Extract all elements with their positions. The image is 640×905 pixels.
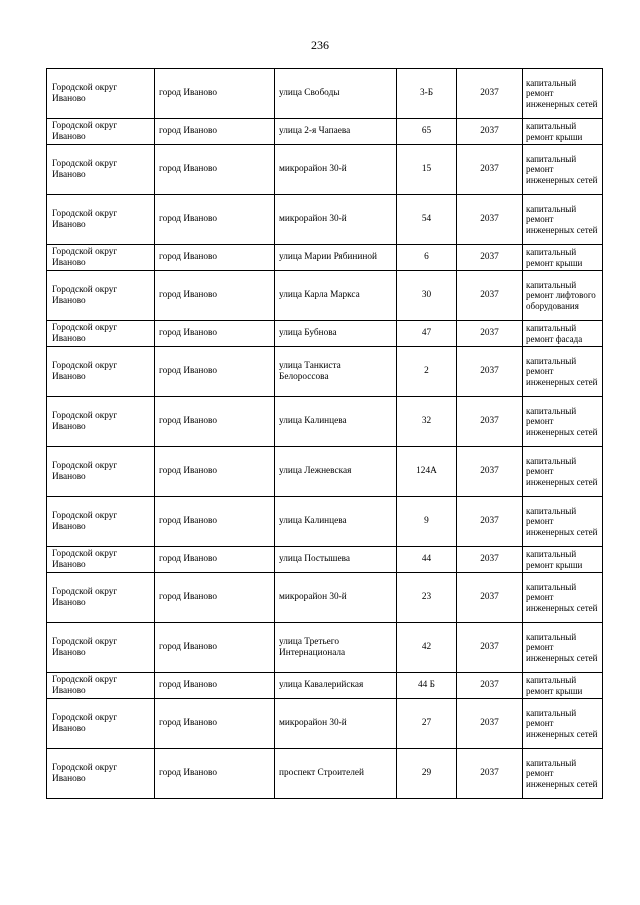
table-row	[47, 573, 603, 623]
table-row	[47, 119, 603, 145]
table-row	[47, 145, 603, 195]
cell-work: капитальный ремонт инженерных сетей	[523, 145, 603, 195]
cell-street: микрорайон 30-й	[275, 573, 397, 623]
table-row	[47, 547, 603, 573]
cell-settlement: город Иваново	[155, 699, 275, 749]
repair-schedule-table	[46, 68, 603, 799]
cell-year: 2037	[457, 245, 523, 271]
cell-work: капитальный ремонт инженерных сетей	[523, 447, 603, 497]
cell-house: 44 Б	[397, 673, 457, 699]
cell-street: улица Калинцева	[275, 397, 397, 447]
cell-street: микрорайон 30-й	[275, 145, 397, 195]
cell-municipality: Городской округ Иваново	[47, 397, 155, 447]
cell-year: 2037	[457, 119, 523, 145]
cell-municipality: Городской округ Иваново	[47, 321, 155, 347]
cell-street: улица Бубнова	[275, 321, 397, 347]
table-row	[47, 321, 603, 347]
cell-work: капитальный ремонт инженерных сетей	[523, 195, 603, 245]
cell-work: капитальный ремонт лифтового оборудования	[523, 271, 603, 321]
table-row	[47, 347, 603, 397]
cell-settlement: город Иваново	[155, 447, 275, 497]
cell-street: улица 2-я Чапаева	[275, 119, 397, 145]
cell-year: 2037	[457, 145, 523, 195]
page-number: 236	[311, 38, 329, 52]
cell-street: улица Марии Рябининой	[275, 245, 397, 271]
cell-year: 2037	[457, 321, 523, 347]
cell-house: 124А	[397, 447, 457, 497]
cell-settlement: город Иваново	[155, 673, 275, 699]
cell-street: улица Третьего Интернационала	[275, 623, 397, 673]
table-row	[47, 245, 603, 271]
cell-house: 44	[397, 547, 457, 573]
table-row	[47, 623, 603, 673]
cell-street: микрорайон 30-й	[275, 195, 397, 245]
cell-house: 15	[397, 145, 457, 195]
table-row	[47, 699, 603, 749]
cell-house: 29	[397, 749, 457, 799]
cell-work: капитальный ремонт инженерных сетей	[523, 699, 603, 749]
cell-municipality: Городской округ Иваново	[47, 547, 155, 573]
cell-settlement: город Иваново	[155, 69, 275, 119]
table-row	[47, 673, 603, 699]
cell-municipality: Городской округ Иваново	[47, 447, 155, 497]
cell-municipality: Городской округ Иваново	[47, 623, 155, 673]
cell-settlement: город Иваново	[155, 397, 275, 447]
cell-settlement: город Иваново	[155, 245, 275, 271]
table-row	[47, 447, 603, 497]
cell-year: 2037	[457, 623, 523, 673]
cell-settlement: город Иваново	[155, 271, 275, 321]
cell-settlement: город Иваново	[155, 749, 275, 799]
cell-house: 30	[397, 271, 457, 321]
cell-municipality: Городской округ Иваново	[47, 497, 155, 547]
cell-house: 6	[397, 245, 457, 271]
cell-settlement: город Иваново	[155, 573, 275, 623]
cell-street: улица Танкиста Белороссова	[275, 347, 397, 397]
cell-work: капитальный ремонт крыши	[523, 119, 603, 145]
cell-settlement: город Иваново	[155, 321, 275, 347]
cell-work: капитальный ремонт инженерных сетей	[523, 69, 603, 119]
cell-work: капитальный ремонт инженерных сетей	[523, 749, 603, 799]
cell-street: проспект Строителей	[275, 749, 397, 799]
cell-year: 2037	[457, 271, 523, 321]
cell-work: капитальный ремонт инженерных сетей	[523, 497, 603, 547]
cell-year: 2037	[457, 347, 523, 397]
cell-municipality: Городской округ Иваново	[47, 699, 155, 749]
table-row	[47, 69, 603, 119]
cell-municipality: Городской округ Иваново	[47, 69, 155, 119]
cell-year: 2037	[457, 195, 523, 245]
cell-settlement: город Иваново	[155, 497, 275, 547]
cell-settlement: город Иваново	[155, 119, 275, 145]
cell-year: 2037	[457, 699, 523, 749]
cell-settlement: город Иваново	[155, 145, 275, 195]
cell-work: капитальный ремонт инженерных сетей	[523, 623, 603, 673]
cell-settlement: город Иваново	[155, 623, 275, 673]
cell-house: 27	[397, 699, 457, 749]
cell-year: 2037	[457, 673, 523, 699]
cell-work: капитальный ремонт крыши	[523, 245, 603, 271]
cell-year: 2037	[457, 447, 523, 497]
cell-street: микрорайон 30-й	[275, 699, 397, 749]
cell-municipality: Городской округ Иваново	[47, 573, 155, 623]
table-row	[47, 497, 603, 547]
cell-house: 9	[397, 497, 457, 547]
table-row	[47, 749, 603, 799]
table-row	[47, 397, 603, 447]
cell-municipality: Городской округ Иваново	[47, 245, 155, 271]
cell-house: 23	[397, 573, 457, 623]
cell-house: 65	[397, 119, 457, 145]
cell-street: улица Карла Маркса	[275, 271, 397, 321]
cell-year: 2037	[457, 397, 523, 447]
cell-municipality: Городской округ Иваново	[47, 749, 155, 799]
table-row	[47, 195, 603, 245]
cell-work: капитальный ремонт инженерных сетей	[523, 397, 603, 447]
cell-municipality: Городской округ Иваново	[47, 673, 155, 699]
cell-house: 2	[397, 347, 457, 397]
cell-work: капитальный ремонт фасада	[523, 321, 603, 347]
table-body	[47, 69, 603, 799]
cell-settlement: город Иваново	[155, 347, 275, 397]
cell-year: 2037	[457, 497, 523, 547]
cell-house: 32	[397, 397, 457, 447]
cell-year: 2037	[457, 547, 523, 573]
cell-street: улица Лежневская	[275, 447, 397, 497]
cell-year: 2037	[457, 69, 523, 119]
cell-house: 47	[397, 321, 457, 347]
cell-house: 54	[397, 195, 457, 245]
cell-street: улица Кавалерийская	[275, 673, 397, 699]
cell-house: 3-Б	[397, 69, 457, 119]
cell-street: улица Калинцева	[275, 497, 397, 547]
cell-year: 2037	[457, 573, 523, 623]
cell-municipality: Городской округ Иваново	[47, 347, 155, 397]
cell-municipality: Городской округ Иваново	[47, 145, 155, 195]
cell-municipality: Городской округ Иваново	[47, 271, 155, 321]
cell-work: капитальный ремонт крыши	[523, 673, 603, 699]
cell-work: капитальный ремонт инженерных сетей	[523, 347, 603, 397]
cell-settlement: город Иваново	[155, 547, 275, 573]
cell-year: 2037	[457, 749, 523, 799]
cell-street: улица Постышева	[275, 547, 397, 573]
table-row	[47, 271, 603, 321]
cell-work: капитальный ремонт инженерных сетей	[523, 573, 603, 623]
cell-house: 42	[397, 623, 457, 673]
cell-settlement: город Иваново	[155, 195, 275, 245]
cell-work: капитальный ремонт крыши	[523, 547, 603, 573]
cell-municipality: Городской округ Иваново	[47, 119, 155, 145]
cell-municipality: Городской округ Иваново	[47, 195, 155, 245]
cell-street: улица Свободы	[275, 69, 397, 119]
